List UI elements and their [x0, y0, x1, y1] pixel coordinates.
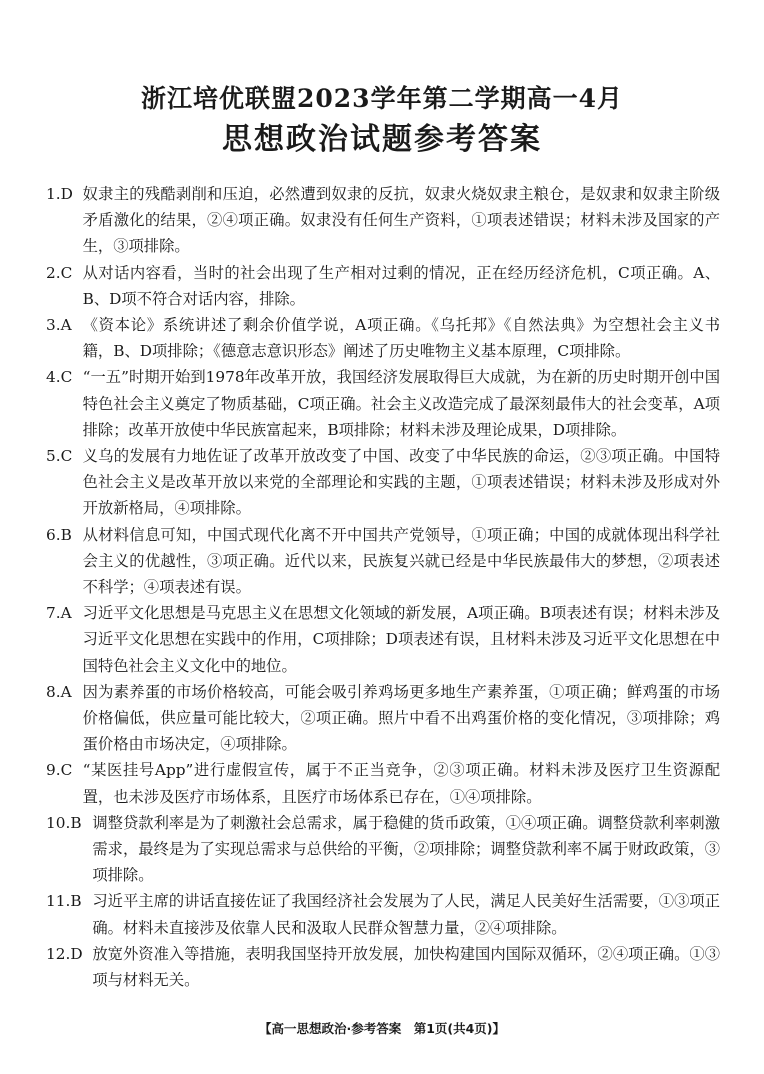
answer-number: [46, 181, 75, 260]
answer-letter: B: [70, 813, 82, 832]
answer-letter: B: [70, 892, 82, 911]
answer-item: [46, 260, 720, 312]
answer-item: [46, 443, 720, 522]
answer-explanation: 习近平文化思想是马克思主义在思想文化领域的新发展，A项正确。B项表述有误；材料未涉及习近平文化思想在实践中的作用，C项排除；D项表述有误，且材料未涉及习近平文化思想在中国特色社会主义文化中的地位。: [82, 604, 720, 675]
question-number: 4.: [46, 368, 61, 387]
answer-item: [46, 364, 720, 443]
answer-number: [46, 312, 75, 364]
answer-explanation: 习近平主席的讲话直接佐证了我国经济社会发展为了人民，满足人民美好生活需要，①③项正确。材料未直接涉及依靠人民和汲取人民群众智慧力量，②④项排除。: [92, 892, 720, 937]
answer-item: [46, 888, 720, 940]
answer-number: [46, 522, 75, 601]
question-number: 8.: [46, 682, 61, 701]
question-number: 2.: [46, 263, 61, 282]
answer-number: [46, 443, 75, 522]
answer-number: [46, 679, 75, 758]
answer-item: [46, 312, 720, 364]
answer-list: [46, 181, 720, 993]
answer-letter: C: [60, 368, 73, 387]
question-number: 9.: [46, 761, 61, 780]
answer-letter: C: [60, 447, 73, 466]
answer-item: [46, 600, 720, 679]
answer-number: [46, 364, 75, 443]
question-number: 7.: [46, 604, 61, 623]
question-number: 5.: [46, 447, 61, 466]
answer-explanation: “某医挂号App”进行虚假宣传，属于不正当竞争，②③项正确。材料未涉及医疗卫生资源配置，也未涉及医疗市场体系，且医疗市场体系已存在，①④项排除。: [82, 761, 720, 806]
answer-explanation: 放宽外资准入等措施，表明我国坚持开放发展，加快构建国内国际双循环，②④项正确。①③项与材料无关。: [92, 944, 720, 990]
answer-number: [46, 600, 75, 679]
answer-explanation: 义乌的发展有力地佐证了改革开放改变了中国、改变了中华民族的命运，②③项正确。中国特色社会主义是改革开放以来党的全部理论和实践的主题，①项表述错误；材料未涉及形成对外开放新格局，④项排除。: [82, 447, 720, 518]
question-number: 11.: [46, 892, 71, 911]
document-title-line1: 浙江培优联盟2023学年第二学期高一4月: [141, 84, 623, 113]
answer-letter: A: [60, 316, 72, 335]
answer-letter: B: [60, 525, 72, 544]
answer-letter: D: [60, 185, 73, 203]
answer-explanation: 从对话内容看，当时的社会出现了生产相对过剩的情况，正在经历经济危机，C项正确。A、B、D项不符合对话内容，排除。: [82, 263, 720, 308]
question-number: 1.: [46, 185, 61, 203]
answer-letter: C: [60, 263, 73, 282]
answer-letter: A: [60, 682, 72, 701]
answer-letter: C: [60, 761, 73, 780]
answer-item: [46, 679, 720, 758]
answer-explanation: 从材料信息可知，中国式现代化离不开中国共产党领导，①项正确；中国的成就体现出科学社会主义的优越性，③项正确。近代以来，民族复兴就已经是中华民族最伟大的梦想，②项表述不科学；④项表述有误。: [82, 525, 720, 597]
answer-item: [46, 522, 720, 601]
answer-explanation: “一五”时期开始到1978年改革开放，我国经济发展取得巨大成就，为在新的历史时期开创中国特色社会主义奠定了物质基础，C项正确。社会主义改造完成了最深刻最伟大的社会变革，A项排除；改革开放使中华民族富起来，B项排除；材料未涉及理论成果，D项排除。: [82, 368, 720, 439]
answer-item: [46, 757, 720, 809]
answer-number: [46, 757, 75, 809]
answer-number: [46, 260, 75, 312]
answer-number: [46, 888, 84, 940]
answer-number: [46, 941, 84, 993]
answer-item: [46, 181, 720, 260]
question-number: 10.: [46, 813, 71, 832]
answer-letter: D: [70, 944, 83, 963]
answer-explanation: 调整贷款利率是为了刺激社会总需求，属于稳健的货币政策，①④项正确。调整贷款利率刺激需求，最终是为了实现总需求与总供给的平衡，②项排除；调整贷款利率不属于财政政策，③项排除。: [92, 813, 720, 885]
answer-explanation: 奴隶主的残酷剥削和压迫，必然遭到奴隶的反抗，奴隶火烧奴隶主粮仓，是奴隶和奴隶主阶级矛盾激化的结果，②④项正确。奴隶没有任何生产资料，①项表述错误；材料未涉及国家的产生，③项排除。: [82, 185, 720, 256]
answer-number: [46, 810, 84, 889]
question-number: 3.: [46, 316, 61, 335]
answer-item: [46, 941, 720, 993]
page-footer: 【高一思想政治·参考答案 第1页(共4页)】: [258, 1021, 506, 1036]
document-title-line2: 思想政治试题参考答案: [222, 122, 542, 157]
question-number: 6.: [46, 525, 61, 544]
answer-explanation: 《资本论》系统讲述了剩余价值学说，A项正确。《乌托邦》《自然法典》为空想社会主义书籍，B、D项排除；《德意志意识形态》阐述了历史唯物主义基本原理，C项排除。: [82, 316, 720, 361]
answer-item: [46, 810, 720, 889]
answer-explanation: 因为素养蛋的市场价格较高，可能会吸引养鸡场更多地生产素养蛋，①项正确；鲜鸡蛋的市场价格偏低，供应量可能比较大，②项正确。照片中看不出鸡蛋价格的变化情况，③项排除；鸡蛋价格由市场决定，④项排除。: [82, 682, 720, 754]
answer-letter: A: [60, 604, 72, 623]
question-number: 12.: [46, 944, 71, 963]
